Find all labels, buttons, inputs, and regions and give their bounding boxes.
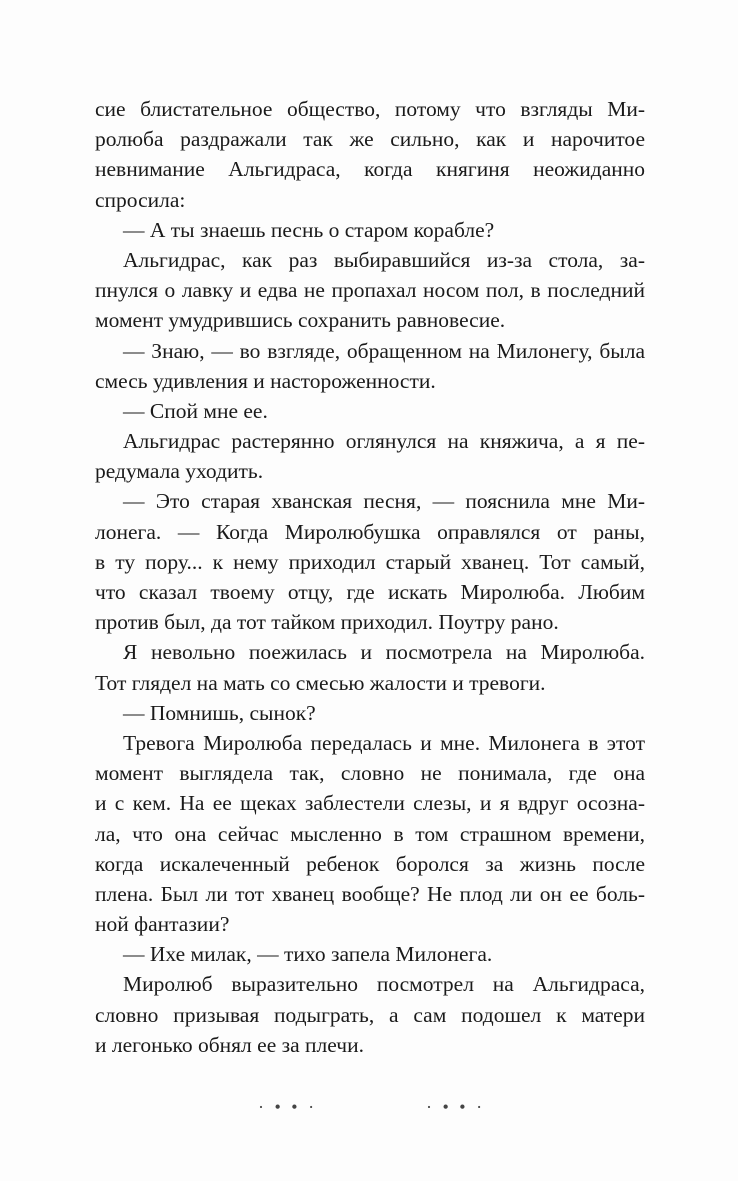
text-line: ролюба раздражали так же сильно, как и нарочитое	[95, 127, 645, 152]
footer-ornament-right: · • • ·	[426, 1097, 486, 1110]
text-line: ла, что она сейчас мысленно в том страшном времени,	[95, 821, 645, 846]
text-line: против был, да тот тайком приходил. Поутру рано.	[95, 610, 559, 635]
text-line: сие блистательное общество, потому что взгляды Ми-	[95, 97, 645, 121]
text-line: лонега. — Когда Миролюбушка оправлялся от раны,	[95, 519, 645, 544]
text-line: смесь удивления и настороженности.	[95, 368, 436, 393]
text-line: редумала уходить.	[95, 459, 264, 484]
text-line: — А ты знаешь песнь о старом корабле?	[123, 217, 495, 242]
text-line: невнимание Альгидраса, когда княгиня неожиданно	[95, 157, 645, 182]
text-line: и с кем. На ее щеках заблестели слезы, и я вдруг осозна-	[95, 791, 645, 816]
text-line: Тот глядел на мать со смесью жалости и тревоги.	[95, 670, 546, 695]
text-line: момент выглядела так, словно не понимала, где она	[95, 761, 645, 786]
text-line: пнулся о лавку и едва не пропахал носом пол, в последний	[95, 278, 645, 303]
text-line: словно призывая подыграть, а сам подошел к матери	[95, 1002, 645, 1027]
text-line: момент умудрившись сохранить равновесие.	[95, 308, 506, 333]
text-line: Я невольно поежилась и посмотрела на Миролюба.	[123, 640, 645, 665]
text-line: ной фантазии?	[95, 912, 230, 937]
text-line: — Знаю, — во взгляде, обращенном на Милонегу, была	[123, 338, 645, 363]
text-line: что сказал твоему отцу, где искать Миролюба. Любим	[95, 580, 645, 604]
text-line: — Это старая хванская песня, — пояснила мне Ми-	[123, 489, 645, 514]
text-line: когда искалеченный ребенок боролся за жизнь после	[95, 851, 645, 876]
text-line: — Ихе милак, — тихо запела Милонега.	[123, 942, 493, 967]
text-line: спросила:	[95, 187, 186, 212]
text-line: — Спой мне ее.	[123, 398, 268, 423]
text-line: Миролюб выразительно посмотрел на Альгидраса,	[123, 972, 645, 997]
text-line: в ту пору... к нему приходил старый хванец. Тот самый,	[95, 549, 645, 574]
text-line: — Помнишь, сынок?	[123, 700, 316, 725]
text-line: Тревога Миролюба передалась и мне. Милонега в этот	[123, 730, 645, 755]
text-line: Альгидрас растерянно оглянулся на княжича, а я пе-	[123, 429, 645, 454]
text-line: плена. Был ли тот хванец вообще? Не плод ли он ее боль-	[95, 881, 645, 906]
body-text	[95, 94, 645, 1060]
text-line: Альгидрас, как раз выбиравшийся из-за стола, за-	[123, 247, 645, 272]
page-footer	[0, 1088, 738, 1110]
text-line: и легонько обнял ее за плечи.	[95, 1032, 364, 1057]
footer-ornament-left: · • • ·	[258, 1097, 318, 1110]
